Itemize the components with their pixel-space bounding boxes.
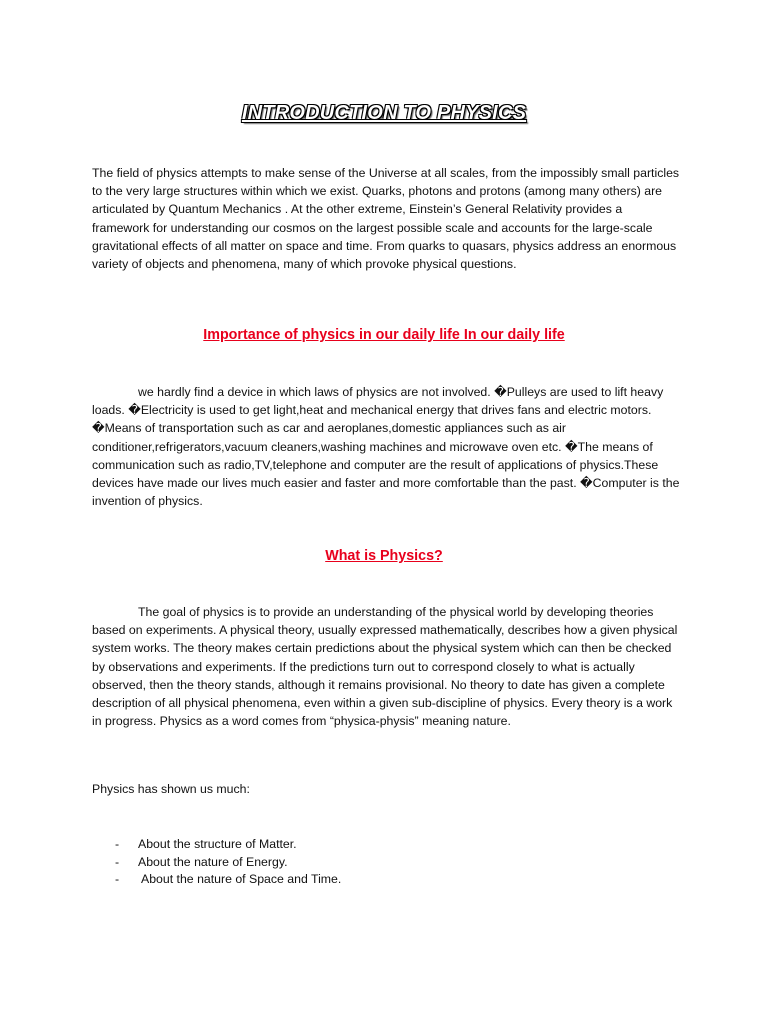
bullet-dash: - (115, 854, 120, 869)
list-item-text: About the structure of Matter. (138, 837, 297, 851)
importance-heading: Importance of physics in our daily life In our daily life (203, 327, 565, 343)
bullet-dash: - (115, 872, 120, 886)
intro-paragraph: The field of physics attempts to make sense of the Universe at all scales, from the impossibly small particles to the very large structures within which we exist. Quarks, photons and protons (among many others) are articulated by Quantum Mechanics . At the other extreme, Einstein’s General Relativity provides a framework for understanding our cosmos on the largest possible scale and accounts for the large-scale gravitational effects of all matter on space and time. From quarks to quasars, physics address an enormous variety of objects and phenomena, many of which provoke physical questions. (92, 166, 680, 272)
list-item-text: About the nature of Space and Time. (141, 872, 342, 886)
importance-paragraph: we hardly find a device in which laws of physics are not involved. �Pulleys are used to lift heavy loads. �Electricity is used to get light,heat and mechanical energy that drives fans and electric motors. �Means of transportation such as car and aeroplanes,domestic appliances such as air conditioner,refrigerators,vacuum cleaners,washing machines and microwave oven etc. �The means of communication such as radio,TV,telephone and computer are the result of applications of physics.These devices have made our lives much easier and faster and more comfortable than the past. �Computer is the invention of physics. (92, 385, 680, 509)
what-is-physics-heading: What is Physics? (325, 548, 443, 564)
shown-us-lead: Physics has shown us much: (92, 782, 250, 796)
page-title: INTRODUCTION TO PHYSICS (241, 102, 527, 125)
what-is-physics-paragraph: The goal of physics is to provide an understanding of the physical world by developing theories based on experiments. A physical theory, usually expressed mathematically, describes how a given physical system works. The theory makes certain predictions about the physical system which can then be checked by observations and experiments. If the predictions turn out to correspond closely to what is actually observed, then the theory stands, although it remains provisional. No theory to date has given a complete description of all physical phenomena, even within a given sub-discipline of physics. Every theory is a work in progress. Physics as a word comes from “physica-physis” meaning nature. (92, 605, 678, 729)
list-item-text: About the nature of Energy. (138, 854, 288, 869)
bullet-dash: - (115, 837, 120, 851)
